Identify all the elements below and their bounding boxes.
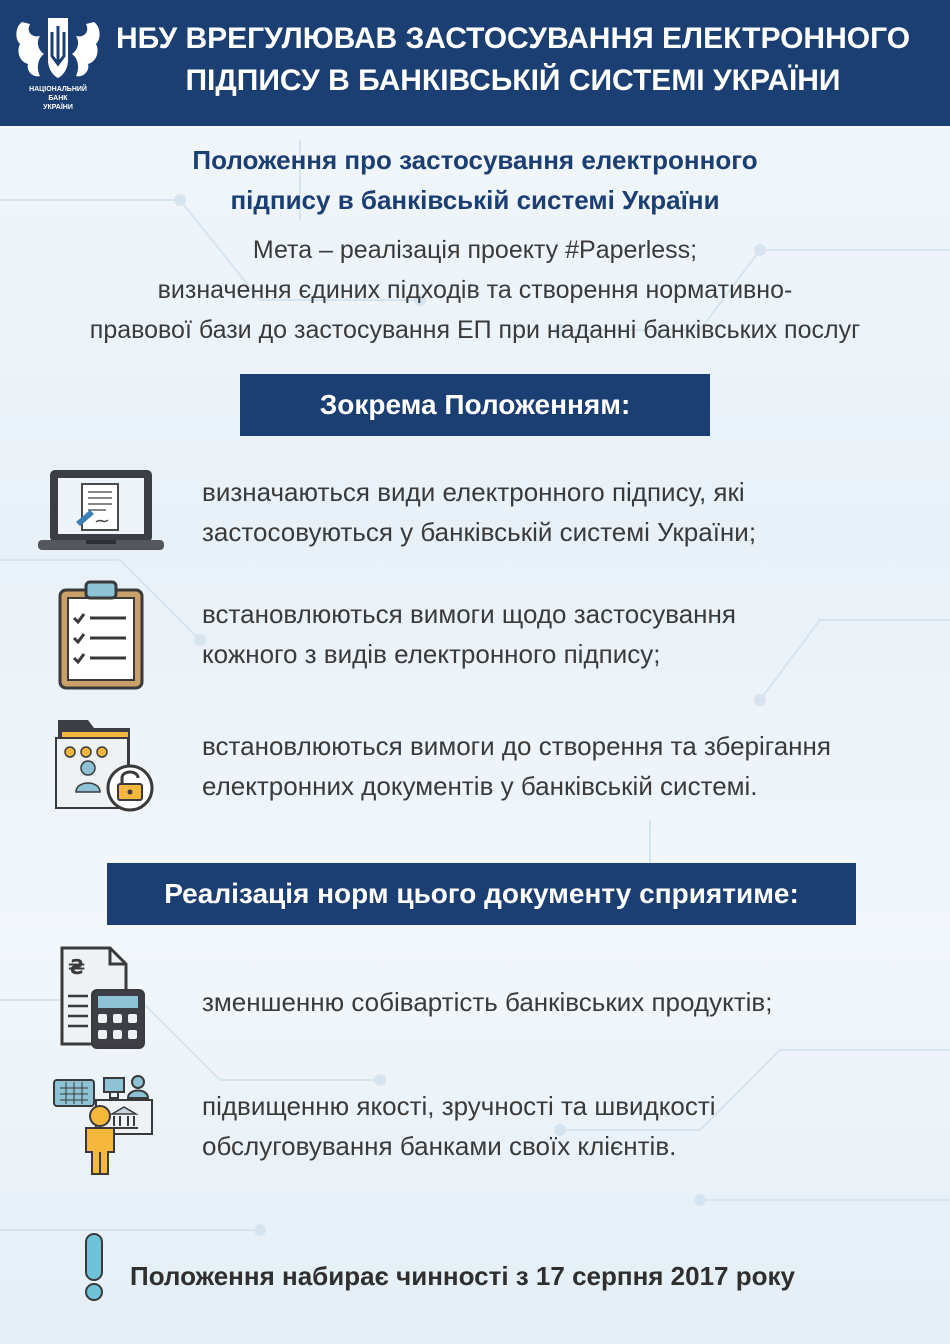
section1-item1-line1: визначаються види електронного підпису, які (202, 477, 745, 507)
subtitle-line2: підпису в банківській системі України (230, 185, 720, 215)
header-bar (0, 0, 950, 126)
section2-item1-line1: зменшенню собівартість банківських продуктів; (202, 987, 773, 1017)
page-title-line2: ПІДПИСУ В БАНКІВСЬКІЙ СИСТЕМІ УКРАЇНИ (185, 64, 841, 97)
info-exclamation-icon (82, 1232, 106, 1302)
section2-item2-line2: обслуговування банками своїх клієнтів. (202, 1131, 677, 1161)
section1-item-1 (0, 462, 950, 558)
section1-item-3 (0, 708, 950, 818)
section1-item3-line2: електронних документів у банківській системі. (202, 771, 758, 801)
bank-client-service-icon (52, 1072, 156, 1176)
effective-date-note: Положення набирає чинності з 17 серпня 2017 року (130, 1261, 795, 1291)
goal-paragraph (0, 230, 950, 350)
logo-text-line2: БАНК (48, 95, 68, 102)
section2-item-2 (0, 1070, 950, 1180)
laptop-document-icon (38, 466, 164, 554)
goal-line1: Мета – реалізація проекту #Paperless; (252, 236, 698, 264)
page-title-line1: НБУ ВРЕГУЛЮВАВ ЗАСТОСУВАННЯ ЕЛЕКТРОННОГО (115, 22, 911, 55)
section1-item1-line2: застосовуються у банківській системі України; (202, 517, 757, 547)
document-subtitle (0, 140, 950, 220)
section1-heading: Зокрема Положенням: (240, 374, 710, 436)
goal-line3: правової бази до застосування ЕП при наданні банківських послуг (89, 316, 861, 344)
section1-item2-line2: кожного з видів електронного підпису; (202, 639, 661, 669)
section1-item-2 (0, 578, 950, 692)
goal-line2: визначення єдиних підходів та створення нормативно- (157, 276, 793, 304)
subtitle-line1: Положення про застосування електронного (192, 145, 758, 175)
section1-item3-line1: встановлюються вимоги до створення та зберігання (202, 731, 831, 761)
section2-heading: Реалізація норм цього документу сприятиме: (107, 863, 856, 925)
folder-lock-icon (52, 710, 158, 816)
svg-text:₴: ₴ (68, 955, 86, 979)
logo-text-line3: УКРАЇНИ (43, 104, 73, 111)
section1-item2-line1: встановлюються вимоги щодо застосування (202, 599, 736, 629)
section2-item2-line1: підвищенню якості, зручності та швидкості (202, 1091, 716, 1121)
clipboard-checklist-icon (56, 580, 146, 690)
page-title (108, 18, 918, 102)
nbu-emblem-icon (12, 8, 104, 86)
nbu-logo (12, 8, 104, 114)
logo-text-line1: НАЦІОНАЛЬНИЙ (29, 86, 87, 93)
section2-item-1 (0, 944, 950, 1052)
calculator-receipt-icon (58, 944, 148, 1052)
